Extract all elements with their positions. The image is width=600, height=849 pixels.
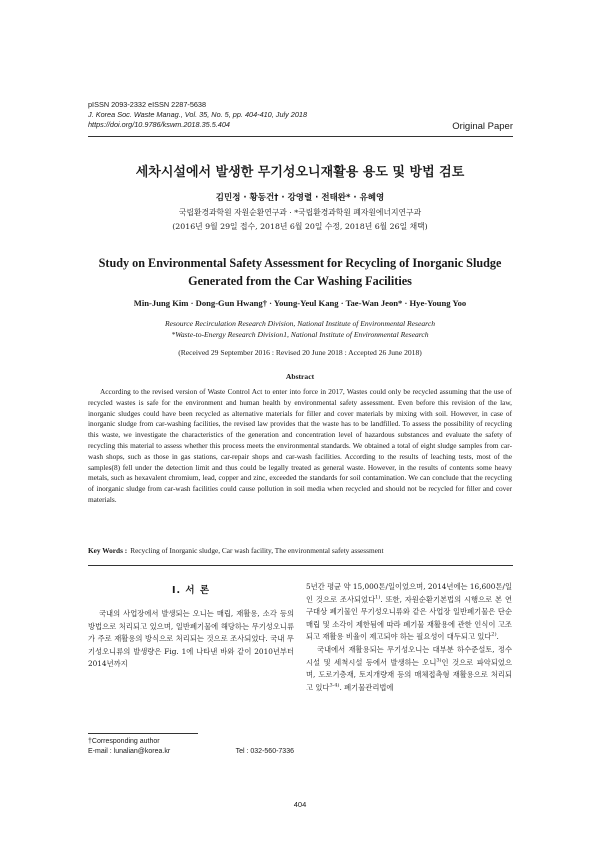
citation-ref: 2) — [491, 631, 497, 638]
affiliation-line-2: *Waste-to-Energy Research Division1, National Institute of Environmental Research — [171, 330, 429, 339]
english-title — [90, 254, 510, 290]
citation-ref: 1) — [375, 594, 381, 601]
korean-title: 세차시설에서 발생한 무기성오니재활용 용도 및 방법 검토 — [135, 165, 465, 180]
citation-ref: 3-4) — [329, 682, 340, 689]
text-span: . 또한, 자원순환기본법의 시행으로 본 연구대상 폐기물인 무기성오니류와 같은 사업장 일반폐기물은 단순 매립 및 소각이 제한됨에 따라 폐기물 재활용에 관한 인식이 고조 되고 재활용 비율이 제고되야 하는 필요성이 대두되고 있다 — [306, 594, 513, 642]
right-col-paragraph-2 — [306, 644, 512, 694]
abstract-body: According to the revised version of Waste Control Act to enter into force in 2017, Wastes could only be recycled assuming that the use of recycled wastes is safe for the environment and human health by environmental safety assessment. Even before this revision of the law, inorganic sludges could have been recycled as alternative materials for filler and cover materials by mixing with soil. However, in case of inorganic sludge from car-washing facilities, the revised law provides that the waste has to be landfilled. To assess the possibility of recycling this waste, we investigate the characteristics of the generation and concentration level of hazardous substances and evaluate the safety of recycling this material to assess whether this process meets the environmental standards. We obtained a total of eight sludge samples from car-wash shops, such as those in gas stations, car-repair shops and car-wash facilities. According to the results of leaching tests, most of the samples(8) fell under the detection limit and thus could be legally treated as general waste. However, in the results of contents some heavy metals, such as hexavalent chromium, lead, copper and zinc, exceeded the standards for soil contamination. We can conclude that the recycling of inorganic sludge from car-wash facilities could cause pollution in soil media when recycled and should not be recycled for filler and cover materials. — [88, 387, 512, 504]
citation-ref: 3) — [436, 657, 442, 664]
korean-affiliation: 국립환경과학원 자원순환연구과 · *국립환경과학원 폐자원에너지연구과 — [178, 208, 422, 217]
footnote-divider — [88, 733, 198, 734]
paper-type-label: Original Paper — [452, 121, 513, 132]
footnote-email[interactable]: E-mail : lunalian@korea.kr — [88, 748, 171, 755]
english-authors: Min-Jung Kim · Dong-Gun Hwang† · Young-Yeul Kang · Tae-Wan Jeon* · Hye-Young Yoo — [133, 298, 467, 308]
korean-authors: 김민정 · 황동건† · 강영렬 · 전태완* · 유혜영 — [215, 193, 385, 203]
page-number: 404 — [293, 800, 307, 809]
text-span: . — [496, 632, 499, 642]
header-divider — [88, 136, 513, 137]
korean-dates: (2016년 9월 29일 접수, 2018년 6월 20일 수정, 2018년 6월 26일 채택) — [172, 222, 428, 231]
text-span: . 폐기물관리법에 — [339, 682, 394, 692]
keywords — [88, 546, 512, 555]
right-col-paragraph-1 — [306, 581, 512, 644]
section-heading-introduction: I. 서 론 — [171, 585, 211, 596]
abstract-divider — [88, 565, 513, 566]
english-title-line-1: Study on Environmental Safety Assessment for Recycling of Inorganic Sludge — [98, 256, 502, 270]
issn-line: pISSN 2093-2332 eISSN 2287-5638 — [88, 100, 207, 109]
text-span: 인 것으로 파악되었으며, 도로기층재, 토지개량재 등의 매체접촉형 재활용으로 처리되고 있다 — [306, 657, 512, 692]
left-column — [88, 608, 294, 671]
text-span: 국내에서 재활용되는 무기성오니는 대부분 하수준설토, 정수시설 및 세척시설 등에서 발생하는 오니 — [306, 644, 512, 667]
english-dates: (Received 29 September 2016 : Revised 20 June 2018 : Accepted 26 June 2018) — [178, 348, 422, 357]
doi-link[interactable]: https://doi.org/10.9786/kswm.2018.35.5.404 — [88, 120, 230, 129]
footnote-tel: Tel : 032-560-7336 — [235, 748, 294, 755]
text-span: 5년간 평균 약 15,000톤/일이었으며, 2014년에는 16,600톤/일인 것으로 조사되었다 — [306, 582, 512, 604]
english-affiliation — [0, 318, 600, 340]
footnote-label: †Corresponding author — [88, 738, 160, 745]
left-col-paragraph: 국내의 사업장에서 발생되는 오니는 매립, 재활용, 소각 등의 방법으로 처리되고 있으며, 일반폐기물에 해당하는 무기성오니류가 주로 재활용의 방식으로 처리되는 것으로 조사되었다. 국내 무기성오니류의 발생량은 Fig. 1에 나타낸 바와 같이 2010년부터 2014년까지 — [88, 609, 294, 669]
citation-line: J. Korea Soc. Waste Manag., Vol. 35, No. 5, pp. 404-410, July 2018 — [88, 110, 308, 119]
english-title-line-2: Generated from the Car Washing Facilities — [188, 274, 412, 288]
abstract-heading: Abstract — [285, 372, 315, 381]
affiliation-line-1: Resource Recirculation Research Division, National Institute of Environmental Research — [164, 319, 435, 328]
keywords-label: Key Words : — [88, 546, 128, 555]
footnote-contact — [88, 747, 294, 757]
keywords-list: Recycling of Inorganic sludge, Car wash facility, The environmental safety assessment — [130, 546, 384, 555]
right-column — [306, 581, 512, 694]
corresponding-author-footnote — [88, 733, 294, 757]
